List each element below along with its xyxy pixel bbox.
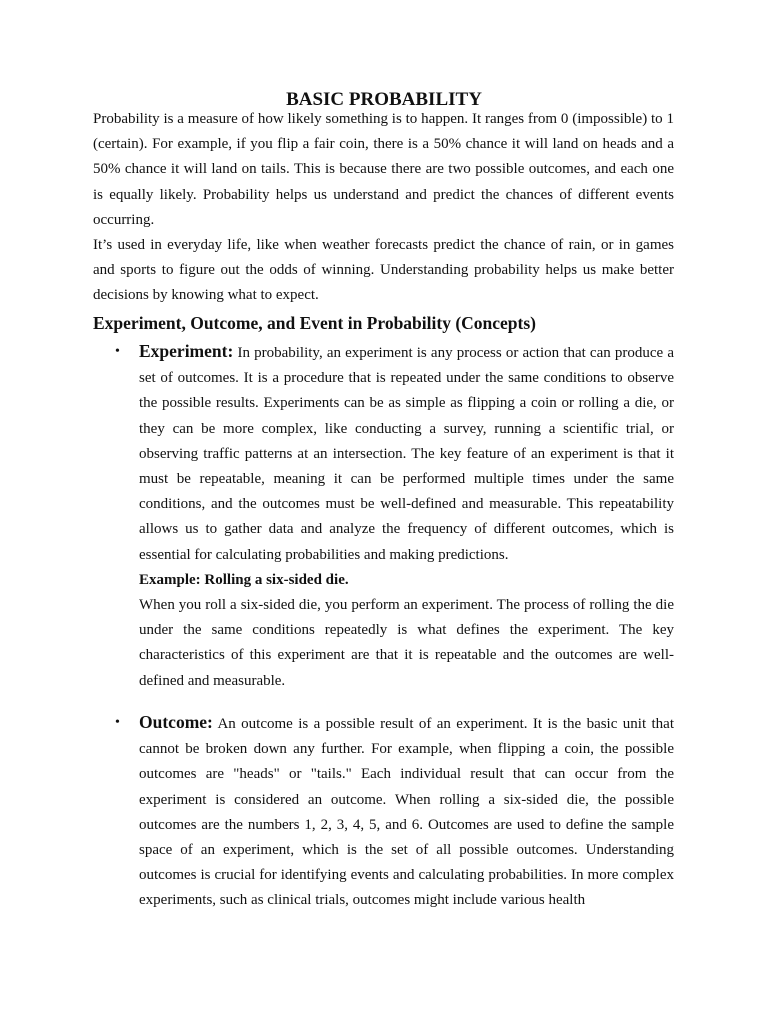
document-title: BASIC PROBABILITY	[286, 89, 482, 110]
term-definition: In probability, an experiment is any process or action that can produce a set of outcomes. It is a procedure that is repeated under the same conditions to observe the possible results. Experiments can be as simple as flipping a coin or rolling a die, or they can be more complex, like conducting a survey, running a scientific trial, or observing traffic patterns at an intersection. The key feature of an experiment is that it must be repeatable, meaning it can be performed multiple times under the same conditions, and the outcomes must be well-defined and measurable. This repeatability allows us to gather data and analyze the frequency of different outcomes, which is essential for calculating probabilities and making predictions.	[139, 345, 675, 563]
bullet-item-outcome	[115, 710, 674, 914]
example-text: When you roll a six-sided die, you perform an experiment. The process of rolling the die under the same conditions repeatedly is what defines the experiment. The key characteristics of this experiment are that it is repeatable and the outcomes are well-defined and measurable.	[139, 597, 674, 689]
term-label: Outcome:	[139, 712, 213, 732]
intro-section	[93, 107, 674, 309]
bullet-paragraph	[139, 339, 674, 568]
section-heading: Experiment, Outcome, and Event in Probability (Concepts)	[93, 313, 537, 333]
intro-paragraph: It’s used in everyday life, like when weather forecasts predict the chance of rain, or in games and sports to figure out the odds of winning. Understanding probability helps us make better decisions by knowing what to expect.	[93, 237, 674, 304]
term-label: Experiment:	[139, 341, 234, 361]
bullet-item-experiment	[115, 339, 675, 694]
intro-paragraph: Probability is a measure of how likely something is to happen. It ranges from 0 (impossible) to 1 (certain). For example, if you flip a fair coin, there is a 50% chance it will land on heads and a 50% chance it will land on tails. This is because there are two possible outcomes, and each one is equally likely. Probability helps us understand and predict the chances of different events occurring.	[93, 111, 674, 228]
example-label: Example: Rolling a six-sided die.	[139, 571, 349, 588]
bullet-paragraph	[139, 710, 674, 914]
bullet-icon: •	[115, 715, 120, 730]
term-definition: An outcome is a possible result of an experiment. It is the basic unit that cannot be broken down any further. For example, when flipping a coin, the possible outcomes are "heads" or "tails." Each individual result that can occur from the experiment is considered an outcome. When rolling a six-sided die, the possible outcomes are the numbers 1, 2, 3, 4, 5, and 6. Outcomes are used to define the sample space of an experiment, which is the set of all possible outcomes. Understanding outcomes is crucial for identifying events and calculating probabilities. In more complex experiments, such as clinical trials, outcomes might include various health	[139, 716, 674, 909]
bullet-icon: •	[115, 344, 120, 359]
